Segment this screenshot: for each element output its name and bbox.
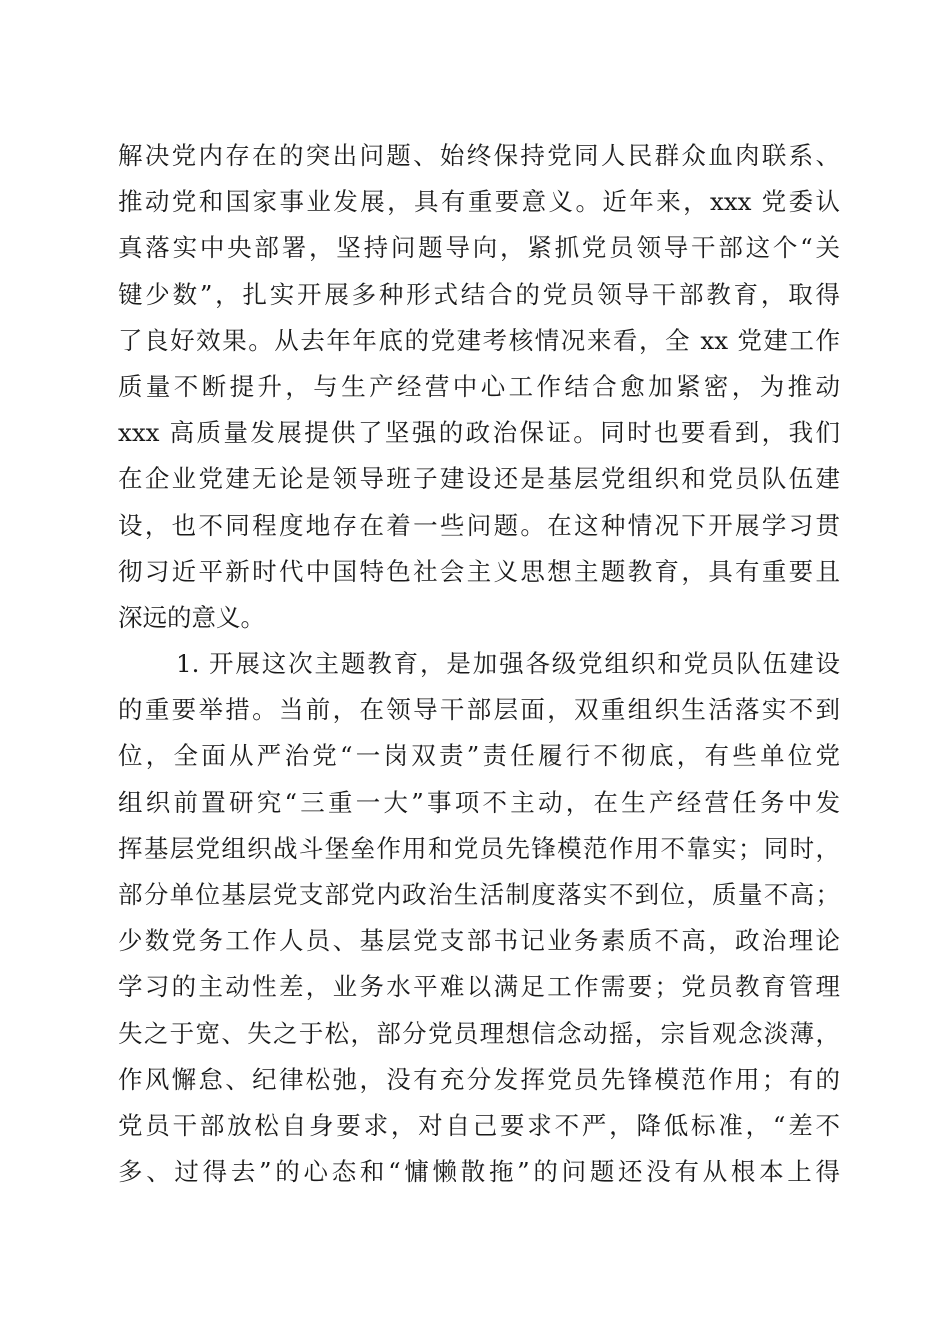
text-line: 深远的意义。: [118, 602, 265, 632]
text-line: 在企业党建无论是领导班子建设还是基层党组织和党员队伍建: [118, 464, 840, 494]
text-line: 学习的主动性差，业务水平难以满足工作需要；党员教育管理: [118, 972, 840, 1002]
text-line: 多、过得去”的心态和“慵懒散拖”的问题还没有从根本上得: [118, 1157, 840, 1187]
text-line: 解决党内存在的突出问题、始终保持党同人民群众血肉联系、: [118, 141, 840, 170]
text-line: xxx 高质量发展提供了坚强的政治保证。同时也要看到，我们: [118, 418, 840, 448]
text-line: 设，也不同程度地存在着一些问题。在这种情况下开展学习贯: [118, 510, 840, 540]
text-line: 键少数”，扎实开展多种形式结合的党员领导干部教育，取得: [118, 279, 840, 309]
text-line: 彻习近平新时代中国特色社会主义思想主题教育，具有重要且: [118, 556, 840, 586]
text-line: 的重要举措。当前，在领导干部层面，双重组织生活落实不到: [118, 695, 840, 725]
paragraph-start-line: 1. 开展这次主题教育，是加强各级党组织和党员队伍建设: [176, 649, 840, 679]
text-line: 作风懈怠、纪律松弛，没有充分发挥党员先锋模范作用；有的: [118, 1064, 840, 1094]
text-line: 失之于宽、失之于松，部分党员理想信念动摇，宗旨观念淡薄，: [118, 1018, 840, 1048]
text-line: 部分单位基层党支部党内政治生活制度落实不到位，质量不高；: [118, 880, 840, 909]
text-line: 推动党和国家事业发展，具有重要意义。近年来，xxx 党委认: [118, 187, 840, 217]
text-line: 党员干部放松自身要求，对自己要求不严，降低标准，“差不: [118, 1110, 840, 1140]
text-line: 了良好效果。从去年年底的党建考核情况来看，全 xx 党建工作: [118, 325, 840, 355]
text-line: 真落实中央部署，坚持问题导向，紧抓党员领导干部这个“关: [118, 233, 840, 263]
text-line: 位，全面从严治党“一岗双责”责任履行不彻底，有些单位党: [118, 741, 840, 771]
text-line: 组织前置研究“三重一大”事项不主动，在生产经营任务中发: [118, 787, 840, 817]
text-line: 少数党务工作人员、基层党支部书记业务素质不高，政治理论: [118, 926, 840, 956]
text-line: 质量不断提升，与生产经营中心工作结合愈加紧密，为推动: [118, 371, 840, 401]
body-text: [118, 133, 840, 1195]
text-line: 挥基层党组织战斗堡垒作用和党员先锋模范作用不靠实；同时，: [118, 833, 840, 863]
